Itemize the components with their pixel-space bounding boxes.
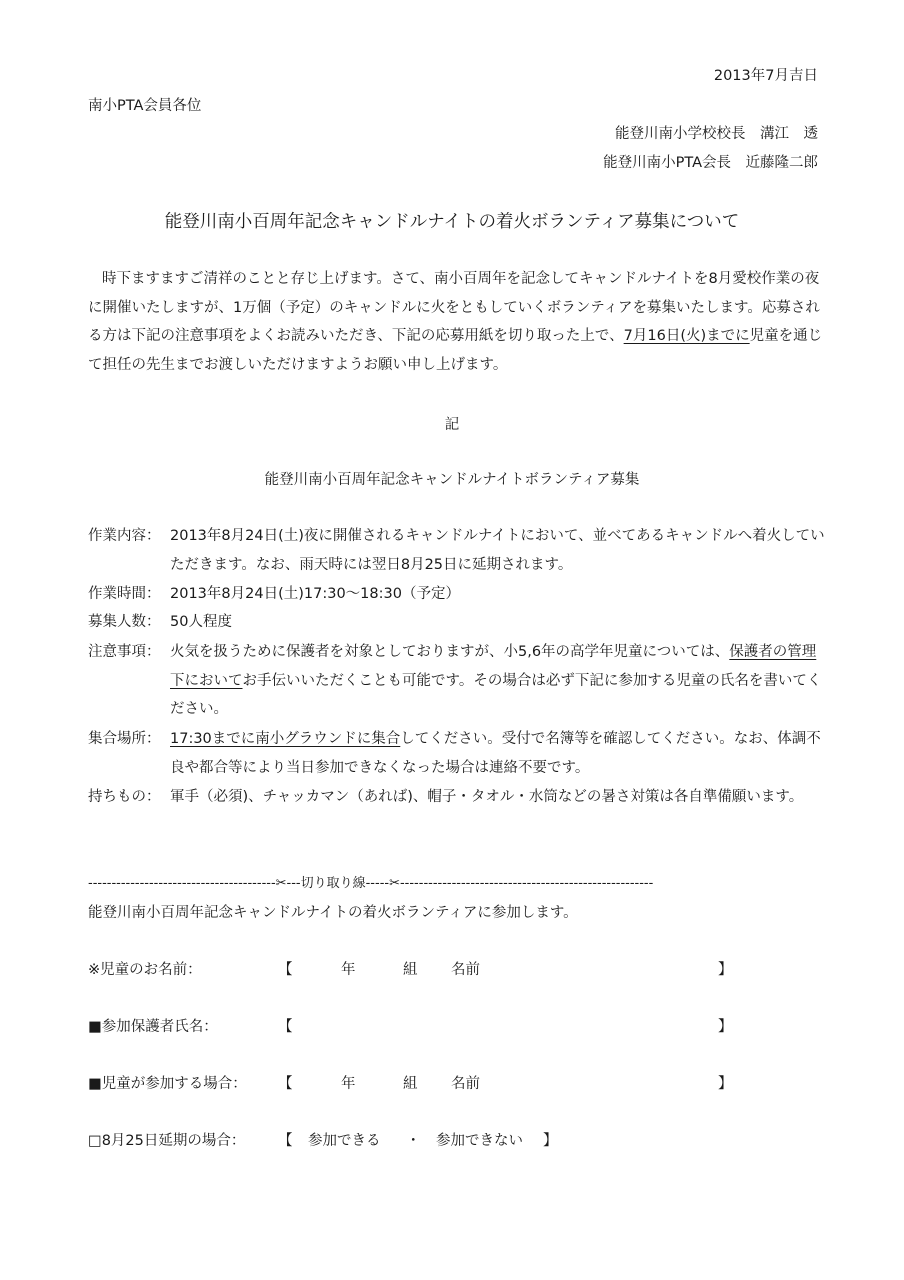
detail-count [88, 608, 828, 637]
close-bracket: 】 [543, 1133, 558, 1149]
grade-label: 年 [341, 1076, 356, 1092]
detail-time-text: 2013年8月24日(土)17:30～18:30（予定） [170, 586, 460, 602]
detail-count-label: 募集人数： [88, 614, 161, 630]
class-label: 組 [403, 962, 418, 978]
detail-bring-text: 軍手（必須)、チャッカマン（あれば)、帽子・タオル・水筒などの暑さ対策は各自準備願います。 [170, 789, 804, 805]
addressee: 南小PTA会員各位 [88, 98, 202, 114]
parent-name-label: ■参加保護者氏名： [88, 1019, 218, 1035]
intro-paragraph [88, 265, 828, 379]
form-heading: 能登川南小百周年記念キャンドルナイトの着火ボランティアに参加します。 [88, 905, 578, 921]
cut-dashes-left: ---------------------------------------- [88, 876, 276, 891]
detail-notes-label: 注意事項： [88, 644, 161, 660]
detail-notes-text [170, 638, 828, 724]
detail-work [88, 522, 828, 579]
open-bracket: 【 [278, 962, 293, 978]
detail-time [88, 580, 828, 609]
sender-principal: 能登川南小学校校長 溝江 透 [615, 126, 818, 142]
recruitment-subtitle: 能登川南小百周年記念キャンドルナイトボランティア募集 [264, 472, 640, 488]
scissors-icon: ✂ [275, 876, 287, 891]
detail-place-text [170, 725, 828, 782]
open-bracket: 【 [278, 1133, 293, 1149]
cut-dashes-right: ------------------------------------------------------ [399, 876, 654, 891]
notes-text-2: お手伝いいただくことも可能です。その場合は必ず下記に参加する児童の氏名を書いてください。 [170, 672, 822, 717]
intro-text-2: 児童を通じて担任の先生までお渡しいただけますようお願い申し上げます。 [88, 328, 823, 373]
notes-text-1: 火気を扱うために保護者を対象としておりますが、小5,6年の高学年児童については、 [170, 644, 730, 660]
close-bracket: 】 [718, 1076, 733, 1092]
detail-place-label: 集合場所： [88, 731, 161, 747]
document-title: 能登川南小百周年記念キャンドルナイトの着火ボランティア募集について [164, 212, 740, 232]
option-separator: ・ [406, 1133, 421, 1149]
sender-pta-chair: 能登川南小PTA会長 近藤隆二郎 [603, 155, 818, 171]
child-name-label: ※児童のお名前： [88, 962, 202, 978]
scissors-icon: ✂ [389, 876, 400, 891]
option-can-attend: 参加できる [308, 1133, 381, 1149]
class-label: 組 [403, 1076, 418, 1092]
option-cannot-attend: 参加できない [436, 1133, 523, 1149]
cut-line [88, 872, 818, 891]
name-label: 名前 [451, 962, 480, 978]
intro-text-1: 時下ますますご清祥のことと存じ上げます。さて、南小百周年を記念してキャンドルナイトを8月愛校作業の夜に開催いたしますが、1万個（予定）のキャンドルに火をともしていくボランティアを募集いたします。応募される方は下記の注意事項をよくお読みいただき、下記の応募用紙を切り取った上で、 [88, 271, 820, 344]
close-bracket: 】 [718, 1019, 733, 1035]
open-bracket: 【 [278, 1019, 293, 1035]
detail-bring-label: 持ちもの： [88, 789, 161, 805]
detail-work-text: 2013年8月24日(土)夜に開催されるキャンドルナイトにおいて、並べてあるキャンドルへ着火していただきます。なお、雨天時には翌日8月25日に延期されます。 [170, 528, 825, 573]
detail-time-label: 作業時間： [88, 586, 161, 602]
close-bracket: 】 [718, 962, 733, 978]
detail-work-label: 作業内容： [88, 528, 161, 544]
postpone-label: □8月25日延期の場合： [88, 1133, 246, 1149]
detail-bring [88, 783, 828, 812]
cut-line-label: ---切り取り線----- [286, 876, 390, 891]
ki-mark: 記 [444, 417, 460, 433]
document-date: 2013年7月吉日 [713, 68, 818, 84]
grade-label: 年 [341, 962, 356, 978]
detail-count-text: 50人程度 [170, 614, 232, 630]
place-text-2: してください。受付で名簿等を確認してください。なお、体調不良や都合等により当日参加できなくなった場合は連絡不要です。 [170, 731, 821, 776]
place-underline: 17:30までに南小グラウンドに集合 [170, 731, 401, 747]
detail-place [88, 725, 828, 782]
name-label: 名前 [451, 1076, 480, 1092]
child-join-label: ■児童が参加する場合： [88, 1076, 247, 1092]
open-bracket: 【 [278, 1076, 293, 1092]
detail-notes [88, 638, 828, 724]
intro-deadline: 7月16日(火)までに [623, 328, 750, 344]
notes-underline: 保護者の管理下において [170, 644, 817, 689]
